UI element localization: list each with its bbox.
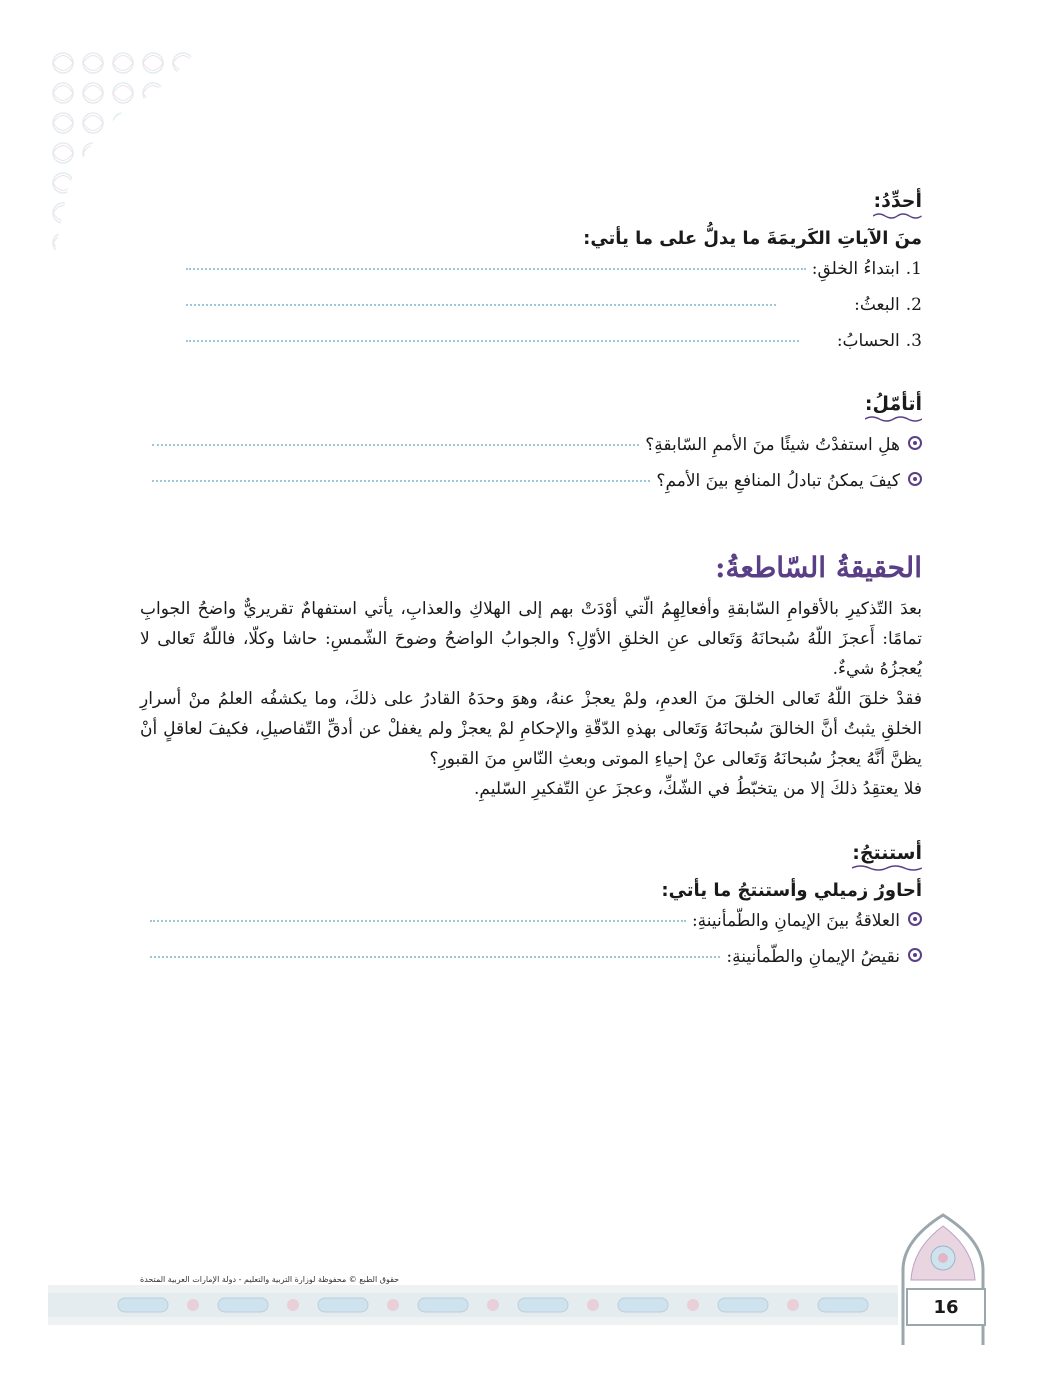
item-label: كيفَ يمكنُ تبادلُ المنافعِ بينَ الأممِ؟ [656, 471, 900, 491]
item-label: ابتداءُ الخلقِ: [811, 259, 900, 279]
paragraph-2: فقدْ خلقَ اللّهُ تَعالى الخلقَ منَ العدمِ، ولمْ يعجزْ عنهُ، وهوَ وحدَهُ القادرُ على ذلكَ، وما يكشفُه العلمُ منْ أسرارِ الخلقِ يثبتُ أنَّ الخالقَ سُبحانَهُ وَتَعالى بهذهِ الدّقّةِ والإحكامِ لمْ يعجزْ ولم يغفلْ عن أدقِّ التّفاصيلِ، فكيفَ لعاقلٍ أنْ يظنَّ أنَّهُ يعجزُ سُبحانَهُ وَتَعالى عنْ إحياءِ الموتى وبعثِ النّاسِ منَ القبورِ؟ [140, 689, 922, 769]
bullet-icon [908, 948, 922, 962]
section-title-truth: الحقيقةُ السّاطعةُ: [715, 551, 922, 584]
item-label: الحسابُ: [836, 331, 900, 351]
item-number: 2. [905, 295, 922, 315]
item-label: البعثُ: [854, 295, 900, 315]
heading-identify-text: أحدِّدُ: [873, 190, 922, 212]
answer-line[interactable] [186, 304, 776, 306]
item-label: العلاقةُ بينَ الإيمانِ والطّمأنينةِ: [691, 911, 900, 931]
truth-paragraphs [140, 594, 922, 804]
answer-line[interactable] [186, 340, 799, 342]
heading-conclude [852, 842, 922, 872]
item-number: 1. [905, 259, 922, 279]
identify-item-1 [140, 259, 922, 289]
contemplate-item-2 [140, 471, 922, 501]
heading-underline [873, 212, 922, 220]
bullet-icon [908, 436, 922, 450]
instruction-conclude: أحاورُ زميلي وأستنتجُ ما يأتي: [661, 880, 922, 901]
heading-underline [865, 415, 922, 423]
footer-ornament-band [48, 1285, 898, 1325]
heading-contemplate-text: أتأمّلُ: [864, 393, 922, 415]
answer-line[interactable] [150, 920, 686, 922]
heading-contemplate [865, 393, 922, 423]
page-number: 16 [906, 1288, 986, 1326]
copyright-note: حقوق الطبع © محفوظة لوزارة التربية والتعليم - دولة الإمارات العربية المتحدة [140, 1275, 400, 1284]
conclude-item-2 [140, 947, 922, 977]
answer-line[interactable] [150, 956, 720, 958]
paragraph-3: فلا يعتقِدُ ذلكَ إلا من يتخبّطُ في الشّكِّ، وعجزَ عنِ التّفكيرِ السّليمِ. [474, 779, 922, 799]
identify-item-2 [140, 295, 922, 325]
page-content [140, 190, 922, 983]
paragraph-1: بعدَ التّذكيرِ بالأقوامِ السّابقةِ وأفعالِهِمُ الّتي أوْدَتْ بهم إلى الهلاكِ والعذابِ، يأتي استفهامٌ تقريريٌّ واضحُ الجوابِ تمامًا: أَعجزَ اللّهُ سُبحانَهُ وَتَعالى عنِ الخلقِ الأوّلِ؟ والجوابُ الواضحُ وضوحَ الشّمسِ: حاشا وكلّا، فاللّهُ تَعالى لا يُعجزُهُ شيءٌ. [140, 599, 922, 679]
answer-line[interactable] [152, 480, 650, 482]
heading-underline [852, 864, 922, 872]
item-number: 3. [905, 331, 922, 351]
identify-item-3 [140, 331, 922, 361]
answer-line[interactable] [152, 444, 639, 446]
answer-line[interactable] [186, 268, 806, 270]
item-label: نقيضُ الإيمانِ والطّمأنينةِ: [726, 947, 900, 967]
instruction-identify: منَ الآياتِ الكَريمَةَ ما يدلُّ على ما يأتي: [583, 228, 922, 249]
item-label: هلِ استفدْتُ شيئًا منَ الأممِ السّابقةِ؟ [645, 435, 900, 455]
contemplate-item-1 [140, 435, 922, 465]
bullet-icon [908, 912, 922, 926]
conclude-item-1 [140, 911, 922, 941]
bullet-icon [908, 472, 922, 486]
heading-conclude-text: أستنتجُ: [852, 842, 922, 864]
heading-identify [873, 190, 922, 220]
